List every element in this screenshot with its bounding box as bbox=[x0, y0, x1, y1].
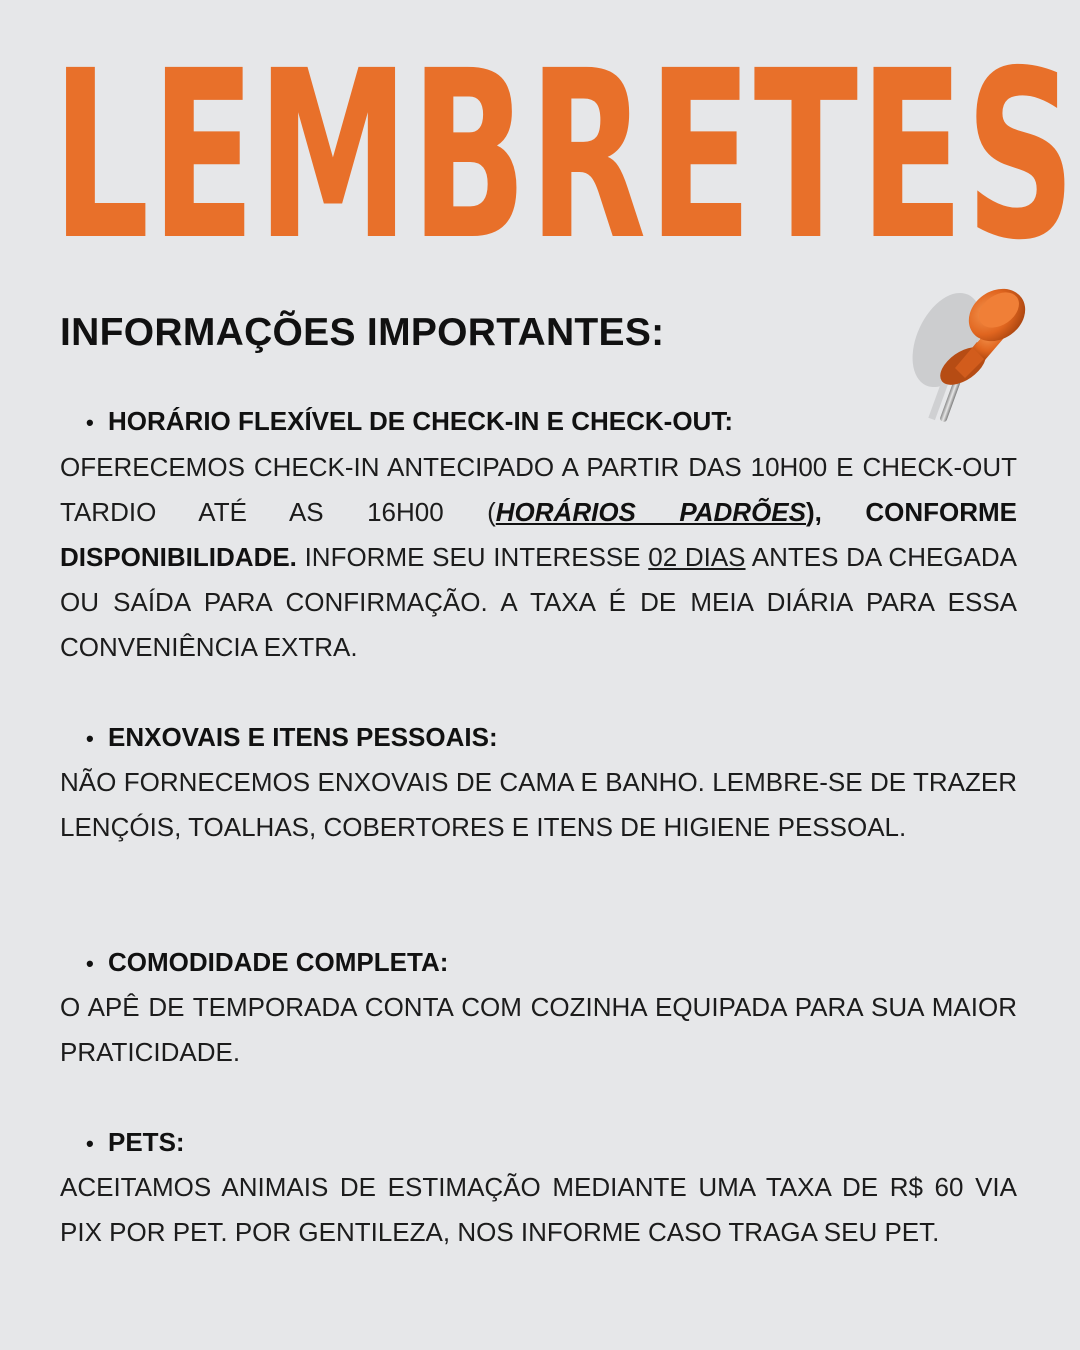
page-subtitle: INFORMAÇÕES IMPORTANTES: bbox=[60, 311, 665, 354]
text-segment: ), bbox=[806, 497, 866, 527]
text-segment: INFORME SEU INTERESSE bbox=[296, 542, 649, 572]
text-segment: OFERECEMOS CHECK-IN ANTECIPADO A PARTIR DAS 10H00 E CHECK-OUT TARDIO ATÉ AS 16H00 ( bbox=[60, 452, 1017, 527]
underlined-text: 02 DIAS bbox=[648, 542, 746, 572]
section-heading-text: PETS: bbox=[108, 1127, 185, 1157]
bold-text: CONFORME DISPONIBILIDADE. bbox=[60, 497, 1017, 572]
section-heading-enxovais bbox=[86, 721, 498, 755]
bullet-icon: • bbox=[86, 951, 94, 976]
text-segment: ANTES DA CHEGADA OU SAÍDA PARA CONFIRMAÇÃO. A TAXA É DE MEIA DIÁRIA PARA ESSA CONVENIÊNCIA EXTRA. bbox=[60, 542, 1018, 662]
section-heading-checkin bbox=[86, 405, 733, 439]
emphasis-text: HORÁRIOS PADRÕES bbox=[495, 497, 806, 527]
section-text-comodidade: O APÊ DE TEMPORADA CONTA COM COZINHA EQUIPADA PARA SUA MAIOR PRATICIDADE. bbox=[60, 992, 1017, 1067]
section-text-pets: ACEITAMOS ANIMAIS DE ESTIMAÇÃO MEDIANTE UMA TAXA DE R$ 60 VIA PIX POR PET. POR GENTILEZA, NOS INFORME CASO TRAGA SEU PET. bbox=[60, 1172, 1017, 1247]
bullet-icon: • bbox=[86, 726, 94, 751]
section-heading-text: ENXOVAIS E ITENS PESSOAIS: bbox=[108, 722, 498, 752]
section-heading-pets bbox=[86, 1126, 185, 1160]
push-pin-icon bbox=[885, 270, 1045, 440]
section-heading-comodidade bbox=[86, 946, 448, 980]
section-text-enxovais: NÃO FORNECEMOS ENXOVAIS DE CAMA E BANHO. LEMBRE-SE DE TRAZER LENÇÓIS, TOALHAS, COBERTORES E ITENS DE HIGIENE PESSOAL. bbox=[60, 767, 1017, 842]
page-title: LEMBRETES bbox=[52, 21, 1077, 291]
section-text-checkin bbox=[60, 445, 1017, 670]
section-heading-text: COMODIDADE COMPLETA: bbox=[108, 947, 449, 977]
section-heading-text: HORÁRIO FLEXÍVEL DE CHECK-IN E CHECK-OUT: bbox=[108, 406, 733, 436]
bullet-icon: • bbox=[86, 1131, 94, 1156]
bullet-icon: • bbox=[86, 410, 94, 435]
